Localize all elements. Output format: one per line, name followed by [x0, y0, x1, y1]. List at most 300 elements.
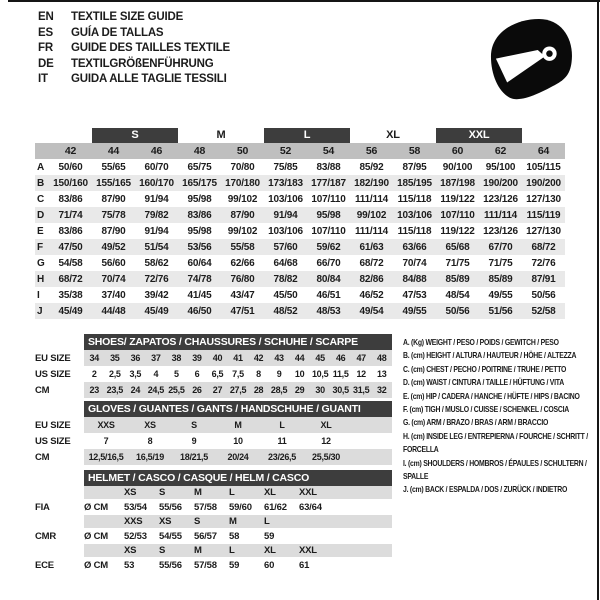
cell: 60 — [264, 559, 275, 571]
row-label-J: J — [37, 305, 43, 317]
textile-cell: 173/183 — [268, 177, 303, 189]
textile-cell: 82/86 — [359, 273, 384, 285]
table-row-us-size — [35, 366, 392, 382]
size-columns-row — [35, 143, 565, 159]
cell: 41 — [233, 353, 243, 363]
textile-size-table — [35, 126, 565, 319]
textile-cell: 187/198 — [440, 177, 475, 189]
cell: 54/55 — [159, 530, 182, 542]
cell: 18/21,5 — [180, 452, 208, 462]
textile-cell: 49/55 — [402, 305, 427, 317]
textile-cell: 39/42 — [144, 289, 169, 301]
textile-cell: 60/70 — [144, 161, 169, 173]
cell: 9 — [191, 436, 197, 446]
cell: 13 — [377, 369, 387, 379]
row-label-FIA: FIA — [35, 501, 50, 513]
cell: 12,5/16,5 — [88, 452, 124, 462]
size-col-62: 62 — [494, 145, 507, 157]
textile-cell: 37/40 — [101, 289, 126, 301]
textile-cell: 71/75 — [445, 257, 470, 269]
cell: 61/62 — [264, 501, 287, 513]
cell: XL — [264, 487, 276, 498]
textile-cell: 160/170 — [139, 177, 174, 189]
row-label-D: D — [37, 209, 45, 221]
cell: XS — [124, 545, 137, 556]
table-title: SHOES/ ZAPATOS / CHAUSSURES / SCHUHE / SCARPE — [84, 334, 392, 350]
table-title: HELMET / CASCO / CASQUE / HELM / CASCO — [84, 470, 392, 486]
cell: 32 — [377, 385, 387, 395]
legend-item: H. (cm) INSIDE LEG / ENTREPIERNA / FOURCHE / SCHRITT / FORCELLA — [403, 430, 588, 455]
textile-cell: 165/175 — [182, 177, 217, 189]
unit-label: Ø CM — [84, 501, 109, 513]
textile-cell: 119/122 — [440, 225, 475, 237]
cell: XXS — [124, 516, 143, 527]
cell: 31,5 — [353, 385, 370, 395]
textile-cell: 71/74 — [58, 209, 83, 221]
size-col-48: 48 — [193, 145, 206, 157]
textile-cell: 51/54 — [144, 241, 169, 253]
textile-cell: 105/115 — [526, 161, 561, 173]
textile-row-E — [35, 223, 565, 239]
helmet-size-table — [35, 470, 392, 573]
textile-cell: 185/195 — [397, 177, 432, 189]
cell: 7 — [103, 436, 109, 446]
textile-cell: 95/100 — [485, 161, 516, 173]
row-label-C: C — [37, 193, 45, 205]
cell: 59/60 — [229, 501, 252, 513]
size-group-row — [35, 126, 565, 143]
textile-cell: 45/49 — [58, 305, 83, 317]
cell: 63/64 — [299, 501, 322, 513]
textile-cell: 71/75 — [488, 257, 513, 269]
textile-cell: 63/66 — [402, 241, 427, 253]
textile-cell: 155/165 — [96, 177, 131, 189]
textile-cell: 53/56 — [187, 241, 212, 253]
size-col-50: 50 — [236, 145, 249, 157]
textile-cell: 49/55 — [488, 289, 513, 301]
size-col-44: 44 — [107, 145, 120, 157]
cell: 29 — [294, 385, 305, 395]
textile-cell: 127/130 — [526, 193, 561, 205]
textile-cell: 123/126 — [483, 225, 518, 237]
textile-cell: 95/98 — [187, 193, 212, 205]
cell: 6,5 — [211, 369, 224, 379]
textile-cell: 70/74 — [402, 257, 427, 269]
cell: 7,5 — [232, 369, 244, 379]
cell: 4 — [153, 369, 159, 379]
textile-cell: 95/98 — [316, 209, 341, 221]
language-title-list — [38, 10, 230, 88]
textile-cell: 62/66 — [230, 257, 255, 269]
textile-row-J — [35, 303, 565, 319]
cell: 55/56 — [159, 559, 182, 571]
row-label: CM — [35, 384, 50, 396]
textile-cell: 87/90 — [230, 209, 255, 221]
textile-cell: 47/51 — [230, 305, 255, 317]
textile-cell: 84/88 — [402, 273, 427, 285]
textile-cell: 115/119 — [526, 209, 561, 221]
textile-cell: 46/51 — [316, 289, 341, 301]
row-label: CM — [35, 451, 50, 463]
textile-cell: 50/56 — [445, 305, 470, 317]
textile-cell: 91/94 — [144, 193, 169, 205]
cell: 44 — [294, 353, 305, 363]
cell: S — [191, 420, 197, 430]
textile-cell: 55/65 — [101, 161, 126, 173]
textile-cell: 47/50 — [58, 241, 83, 253]
textile-cell: 48/54 — [445, 289, 470, 301]
cell: S — [159, 487, 166, 498]
cell: XL — [264, 545, 276, 556]
textile-cell: 99/102 — [356, 209, 387, 221]
textile-cell: 190/200 — [483, 177, 518, 189]
textile-row-I — [35, 287, 565, 303]
size-group-spacer — [35, 128, 92, 143]
cell: 45 — [315, 353, 325, 363]
size-group-S: S — [92, 128, 178, 143]
legend-item: D. (cm) WAIST / CINTURA / TAILLE / HÜFTUNG / VITA — [403, 377, 564, 388]
textile-cell: 57/60 — [273, 241, 298, 253]
row-cells — [84, 417, 392, 433]
cell: 40 — [212, 353, 223, 363]
textile-row-G — [35, 255, 565, 271]
size-col-60: 60 — [451, 145, 464, 157]
textile-cell: 74/78 — [187, 273, 212, 285]
textile-cell: 61/63 — [359, 241, 384, 253]
helmet-sizes-row-FIA — [35, 486, 392, 499]
textile-cell: 49/52 — [101, 241, 126, 253]
unit-label: Ø CM — [84, 530, 109, 542]
textile-cell: 68/72 — [359, 257, 384, 269]
cell: 8 — [256, 369, 261, 379]
textile-cell: 95/98 — [187, 225, 212, 237]
cell: 16,5/19 — [136, 452, 164, 462]
cell: 25,5 — [168, 385, 185, 395]
size-group-XXL: XXL — [436, 128, 522, 143]
size-col-52: 52 — [279, 145, 292, 157]
textile-cell: 115/118 — [397, 193, 432, 205]
textile-cell: 49/54 — [359, 305, 384, 317]
size-col-54: 54 — [322, 145, 335, 157]
helmet-values-row-CMR — [35, 528, 392, 544]
row-label-ECE: ECE — [35, 559, 54, 571]
row-cells — [84, 515, 392, 528]
textile-cell: 68/72 — [531, 241, 556, 253]
cell: 11,5 — [332, 369, 349, 379]
textile-cell: 46/52 — [359, 289, 384, 301]
size-group-XL: XL — [386, 129, 400, 141]
cell: 9 — [276, 369, 282, 379]
legend — [403, 336, 596, 497]
cell: XXL — [299, 487, 317, 498]
cell: 30 — [315, 385, 325, 395]
cell: 59 — [264, 530, 275, 542]
textile-cell: 107/110 — [440, 209, 475, 221]
row-label-B: B — [37, 177, 45, 189]
textile-cell: 68/72 — [58, 273, 83, 285]
textile-cell: 48/53 — [316, 305, 341, 317]
size-col-64: 64 — [537, 145, 550, 157]
cell: XS — [144, 420, 156, 430]
textile-cell: 75/85 — [273, 161, 298, 173]
textile-row-C — [35, 191, 565, 207]
cell: 5 — [174, 369, 179, 379]
legend-item: F. (cm) TIGH / MUSLO / CUISSE / SCHENKEL / COSCIA — [403, 404, 569, 415]
textile-row-A — [35, 159, 565, 175]
guide-title-DE: TEXTILGRÖßENFÜHRUNG — [71, 57, 214, 70]
textile-cell: 54/58 — [58, 257, 83, 269]
textile-cell: 85/89 — [488, 273, 513, 285]
cell: 38 — [171, 353, 182, 363]
textile-cell: 65/75 — [187, 161, 212, 173]
textile-cell: 56/60 — [101, 257, 126, 269]
textile-cell: 177/187 — [311, 177, 346, 189]
textile-cell: 35/38 — [58, 289, 83, 301]
cell: 25,5/30 — [312, 452, 340, 462]
cell: 27,5 — [229, 385, 247, 395]
cell: 42 — [253, 353, 264, 363]
cell: 6 — [194, 369, 200, 379]
row-label-I: I — [37, 289, 40, 301]
textile-cell: 72/76 — [531, 257, 556, 269]
helmet-sizes-row-ECE — [35, 544, 392, 557]
textile-cell: 46/50 — [187, 305, 212, 317]
textile-cell: 91/94 — [144, 225, 169, 237]
guide-title-FR: GUIDE DES TAILLES TEXTILE — [71, 42, 230, 55]
textile-row-D — [35, 207, 565, 223]
cell: 3,5 — [129, 369, 142, 379]
textile-cell: 85/92 — [359, 161, 384, 173]
row-label-A: A — [37, 161, 45, 173]
size-group-M: M — [216, 129, 226, 141]
cell: 12 — [321, 436, 331, 446]
textile-cell: 103/106 — [268, 225, 303, 237]
size-col-42: 42 — [64, 145, 77, 157]
cell: 57/58 — [194, 559, 217, 571]
textile-cell: 115/118 — [397, 225, 432, 237]
textile-cell: 72/76 — [144, 273, 169, 285]
cell: XL — [320, 420, 332, 430]
table-row-us-size — [35, 433, 392, 449]
row-cells — [84, 486, 392, 499]
cell: L — [229, 487, 235, 498]
cell: L — [279, 420, 285, 430]
cell: 28 — [253, 385, 264, 395]
language-code-FR: FR — [38, 42, 53, 55]
textile-cell: 45/49 — [144, 305, 169, 317]
cell: XS — [124, 487, 137, 498]
textile-cell: 43/47 — [230, 289, 255, 301]
textile-cell: 80/84 — [316, 273, 341, 285]
textile-cell: 66/70 — [316, 257, 341, 269]
row-cells — [84, 366, 392, 382]
textile-cell: 60/64 — [187, 257, 212, 269]
cell: 2,5 — [108, 369, 121, 379]
textile-cell: 83/86 — [187, 209, 212, 221]
textile-cell: 182/190 — [354, 177, 389, 189]
textile-cell: 150/160 — [53, 177, 88, 189]
textile-cell: 103/106 — [397, 209, 432, 221]
cell: M — [229, 516, 237, 527]
table-row-cm — [35, 382, 392, 398]
cell: 10 — [233, 436, 243, 446]
full-face-helmet-icon — [486, 13, 576, 106]
cell: 10,5 — [311, 369, 329, 379]
textile-cell: 45/50 — [273, 289, 298, 301]
row-cells — [84, 449, 392, 465]
textile-cell: 76/80 — [230, 273, 255, 285]
textile-cell: 41/45 — [187, 289, 212, 301]
row-cells — [84, 544, 392, 557]
row-label-G: G — [37, 257, 45, 269]
helmet-values-row-ECE — [35, 557, 392, 573]
cell: 53/54 — [124, 501, 147, 513]
row-label-E: E — [37, 225, 44, 237]
language-code-DE: DE — [38, 57, 54, 70]
textile-cell: 83/86 — [58, 193, 83, 205]
cell: L — [264, 516, 270, 527]
row-cells — [84, 528, 392, 544]
cell: L — [229, 545, 235, 556]
cell: 43 — [274, 353, 284, 363]
row-label: EU SIZE — [35, 419, 71, 431]
row-label-F: F — [37, 241, 43, 253]
size-col-56: 56 — [365, 145, 378, 157]
textile-cell: 47/53 — [402, 289, 427, 301]
cell: 48 — [377, 353, 387, 363]
cell: 36 — [130, 353, 141, 363]
textile-cell: 55/58 — [230, 241, 255, 253]
textile-cell: 107/110 — [311, 225, 346, 237]
row-cells — [84, 557, 392, 573]
textile-cell: 190/200 — [526, 177, 561, 189]
textile-cell: 87/90 — [101, 225, 126, 237]
row-cells — [84, 499, 392, 515]
legend-item: E. (cm) HIP / CADERA / HANCHE / HÜFTE / HIPS / BACINO — [403, 390, 580, 401]
legend-item: B. (cm) HEIGHT / ALTURA / HAUTEUR / HÖHE / ALTEZZA — [403, 350, 577, 361]
cell: 2 — [91, 369, 97, 379]
guide-title-ES: GUÍA DE TALLAS — [71, 26, 164, 39]
cell: XXL — [299, 545, 317, 556]
language-code-IT: IT — [38, 73, 48, 86]
textile-cell: 70/80 — [230, 161, 255, 173]
textile-cell: 64/68 — [273, 257, 298, 269]
textile-row-H — [35, 271, 565, 287]
textile-cell: 50/60 — [58, 161, 83, 173]
cell: 56/57 — [194, 530, 217, 542]
textile-cell: 51/56 — [488, 305, 513, 317]
size-col-58: 58 — [408, 145, 421, 157]
textile-cell: 83/88 — [316, 161, 341, 173]
cell: 20/24 — [227, 452, 249, 462]
textile-cell: 58/62 — [144, 257, 169, 269]
textile-row-F — [35, 239, 565, 255]
cell: 35 — [110, 353, 120, 363]
cell: 47 — [356, 353, 366, 363]
cell: M — [194, 545, 202, 556]
cell: 26 — [192, 385, 202, 395]
guide-title-EN: TEXTILE SIZE GUIDE — [71, 11, 184, 23]
cell: 34 — [89, 353, 99, 363]
cell: 55/56 — [159, 501, 182, 513]
row-label-H: H — [37, 273, 45, 285]
shoes-size-table — [35, 334, 392, 398]
textile-cell: 170/180 — [225, 177, 260, 189]
table-title: GLOVES / GUANTES / GANTS / HANDSCHUHE / GUANTI — [84, 401, 392, 417]
cell: 61 — [299, 559, 310, 571]
size-col-46: 46 — [150, 145, 163, 157]
textile-cell: 87/90 — [101, 193, 126, 205]
textile-cell: 119/122 — [440, 193, 475, 205]
textile-cell: 127/130 — [526, 225, 561, 237]
legend-item: G. (cm) ARM / BRAZO / BRAS / ARM / BRACCIO — [403, 417, 549, 428]
legend-item: A. (Kg) WEIGHT / PESO / POIDS / GEWITCH / PESO — [403, 337, 559, 347]
row-label-CMR: CMR — [35, 530, 57, 542]
cell: 28,5 — [270, 385, 288, 395]
textile-cell: 107/110 — [311, 193, 346, 205]
language-code-ES: ES — [38, 26, 53, 39]
textile-cell: 111/114 — [354, 225, 389, 237]
cell: 30,5 — [332, 385, 349, 395]
row-cells — [84, 350, 392, 366]
legend-item: I. (cm) SHOULDERS / HOMBROS / ÉPAULES / SCHULTERN / SPALLE — [403, 457, 587, 482]
table-row-cm — [35, 449, 392, 465]
row-label: EU SIZE — [35, 352, 71, 364]
cell: 23/26,5 — [268, 452, 296, 462]
row-cells — [84, 382, 392, 398]
gloves-size-table — [35, 401, 392, 465]
textile-cell: 44/48 — [101, 305, 126, 317]
legend-item: C. (cm) CHEST / PECHO / POITRINE / TRUHE / PETTO — [403, 363, 567, 374]
cell: 11 — [277, 436, 287, 446]
cell: 52/53 — [124, 530, 147, 542]
cell: 58 — [229, 530, 240, 542]
size-group-spacer — [522, 128, 565, 143]
cell: XXS — [97, 420, 115, 430]
cell: 24,5 — [147, 385, 165, 395]
cell: 27 — [212, 385, 223, 395]
textile-cell: 52/58 — [531, 305, 556, 317]
language-code-EN: EN — [38, 11, 54, 23]
size-group-L: L — [264, 128, 350, 143]
right-border-rule — [597, 0, 599, 600]
cell: 24 — [130, 385, 141, 395]
textile-cell: 99/102 — [227, 225, 258, 237]
cell: 37 — [151, 353, 161, 363]
textile-cell: 59/62 — [316, 241, 341, 253]
cell: S — [159, 545, 166, 556]
helmet-values-row-FIA — [35, 499, 392, 515]
cell: XS — [159, 516, 172, 527]
cell: 23,5 — [106, 385, 123, 395]
cell: 57/58 — [194, 501, 217, 513]
textile-cell: 87/95 — [402, 161, 427, 173]
textile-cell: 83/86 — [58, 225, 83, 237]
cell: 23 — [89, 385, 99, 395]
textile-cell: 78/82 — [273, 273, 298, 285]
cell: 39 — [192, 353, 202, 363]
row-label: US SIZE — [35, 435, 71, 447]
textile-cell: 99/102 — [227, 193, 258, 205]
textile-cell: 50/56 — [531, 289, 556, 301]
cell: 53 — [124, 559, 135, 571]
row-label: US SIZE — [35, 368, 71, 380]
top-border-rule — [8, 0, 600, 2]
textile-cell: 85/89 — [445, 273, 470, 285]
textile-cell: 67/70 — [488, 241, 513, 253]
cell: 59 — [229, 559, 240, 571]
textile-cell: 70/74 — [101, 273, 126, 285]
